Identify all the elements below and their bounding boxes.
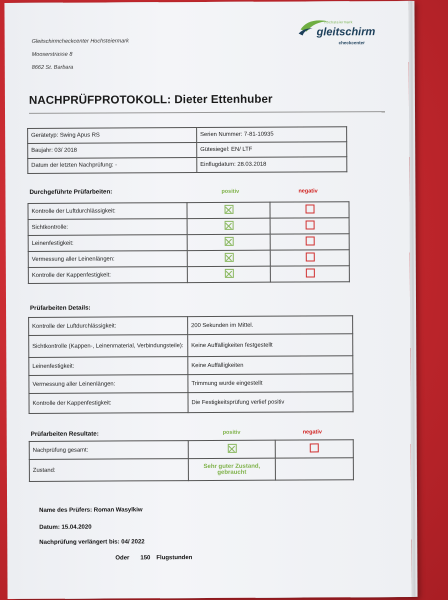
pruef-datum: Datum: 15.04.2020 [39,524,92,531]
pruef-row-positiv [187,250,270,266]
checked-box-icon [224,205,233,214]
document-page [4,1,411,599]
empty-box-icon [305,252,314,261]
pruef-row-positiv [187,266,270,282]
info-geraetetyp: Gerätetyp: Swing Apus RS [28,128,197,144]
positiv-label: positiv [221,188,240,195]
detail-label: Sichtkontrolle (Kappen-, Leinenmaterial, Verbindungsteile): [29,335,188,358]
detail-value: Die Festigkeitsprüfung verlief positiv [188,392,353,413]
result-negativ [275,440,353,458]
detail-value: 200 Sekunden im Mittel. [188,316,353,335]
pruef-row-positiv [187,202,270,218]
info-letzte-pruefung: Datum der letzten Nachprüfung: - [28,158,197,174]
address-line-3: 8662 St. Barbara [31,64,74,71]
verlaengert-bis: Nachprüfung verlängert bis: 04/ 2022 [39,539,145,546]
resultate-heading: Prüfarbeiten Resultate: [30,430,99,438]
flugstunden-label: Flugstunden [156,555,193,562]
checked-box-icon [227,444,236,453]
checked-box-icon [224,253,233,262]
pruef-row-label: Vermessung aller Leinenlängen: [28,251,187,268]
title-divider [29,111,385,114]
flugstunden-value: 150 [140,555,151,562]
pruef-row-label: Kontrolle der Kappenfestigkeit: [28,267,187,284]
pruef-row-negativ [270,250,349,266]
result-positiv [188,440,275,458]
empty-box-icon [305,236,314,245]
detail-value: Keine Auffälligkeiten festgestellt [188,334,353,357]
logo-sub-text: checkcenter [338,40,365,46]
positiv-label: positiv [222,429,241,436]
info-baujahr: Baujahr: 03/ 2018 [28,143,197,159]
result-gesamt-label: Nachprüfung gesamt: [29,441,188,460]
logo-main-text: gleitschirm [316,26,376,39]
pruef-row-negativ [270,266,349,282]
empty-box-icon [310,443,319,452]
address-line-2: Mooserstrasse 8 [31,51,73,58]
resultate-table [29,439,354,482]
pruef-row-label: Kontrolle der Luftdurchlässigkeit: [28,203,187,220]
detail-value: Trimmung wurde eingestellt [188,374,353,393]
checked-box-icon [224,221,233,230]
pruef-row-label: Sichtkontrolle: [28,219,187,236]
pruef-row-negativ [270,234,349,250]
pruef-row-positiv [187,234,270,250]
detail-value: Keine Auffälligkeiten [188,356,353,375]
page-title: NACHPRÜFPROTOKOLL: Dieter Ettenhuber [28,93,273,107]
logo-top-text: hochsteiermark [324,20,353,25]
device-info-table [27,126,347,174]
company-logo [295,15,375,49]
pruef-row-label: Leinenfestigkeit: [28,235,187,252]
detail-label: Kontrolle der Luftdurchlässigkeit: [29,317,188,336]
negativ-label: negativ [298,188,318,195]
info-einflugdatum: Einflugdatum: 28.03.2018 [197,157,347,173]
info-guetesiegel: Gütesiegel: EN/ LTF [197,142,347,158]
detail-label: Leinenfestigkeit: [29,357,188,376]
address-line-1: Gleitschirmcheckcenter Hochsteiermark [31,38,129,45]
pruefarbeiten-heading: Durchgeführte Prüfarbeiten: [29,188,113,196]
pruefer-name: Name des Prüfers: Roman Wasylkiw [39,507,143,514]
pruef-row-positiv [187,218,270,234]
checked-box-icon [224,269,233,278]
empty-box-icon [305,204,314,213]
checked-box-icon [224,237,233,246]
details-heading: Prüfarbeiten Details: [30,304,91,312]
detail-label: Kontrolle der Kappenfestigkeit: [29,393,188,414]
negativ-label: negativ [302,429,322,436]
result-zustand-value: Sehr guter Zustand, gebraucht [188,458,275,480]
oder-label: Oder [115,555,130,562]
pruef-row-negativ [270,218,349,234]
pruefarbeiten-table [27,201,349,284]
details-table [28,315,354,414]
pruef-row-negativ [270,202,349,218]
result-zustand-label: Zustand: [29,459,188,482]
empty-box-icon [305,220,314,229]
detail-label: Vermessung aller Leinenlängen: [29,375,188,394]
empty-box-icon [305,268,314,277]
result-zustand-empty [275,458,353,480]
info-seriennummer: Serien Nummer: 7-81-10935 [197,127,347,143]
